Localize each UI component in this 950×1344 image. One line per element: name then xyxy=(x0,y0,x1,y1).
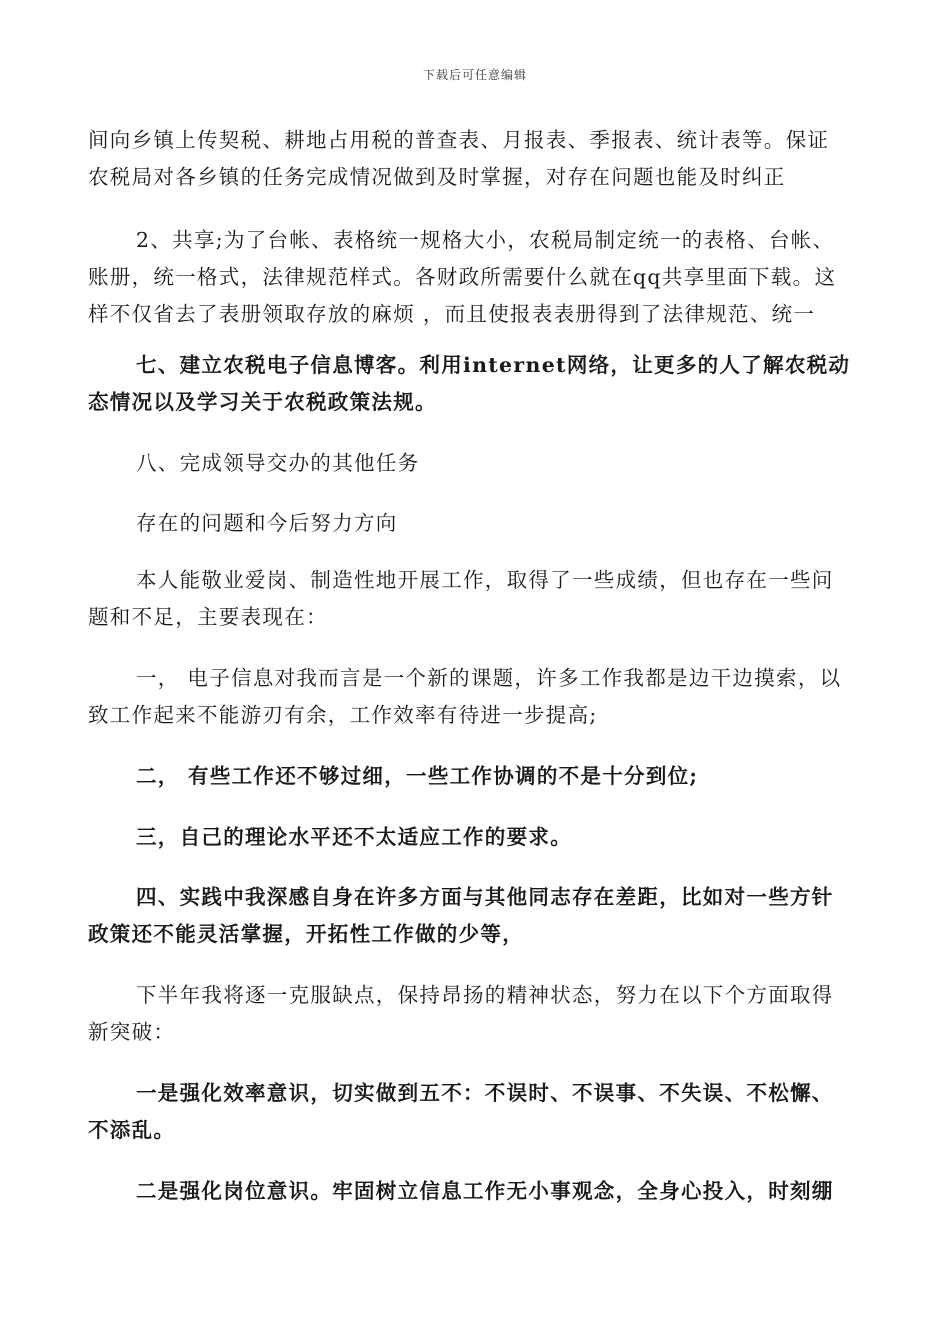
paragraph-line: 一， 电子信息对我而言是一个新的课题，许多工作我都是边干边摸索，以 xyxy=(136,666,842,690)
paragraph-line: 新突破： xyxy=(88,1020,176,1044)
paragraph-line: 致工作起来不能游刃有余，工作效率有待进一步提高; xyxy=(88,703,598,727)
paragraph-line: 二是强化岗位意识。牢固树立信息工作无小事观念，全身心投入，时刻绷 xyxy=(136,1179,834,1203)
paragraph-line: 存在的问题和今后努力方向 xyxy=(136,511,398,535)
paragraph-line: 态情况以及学习关于农税政策法规。 xyxy=(88,390,437,414)
paragraph xyxy=(88,122,863,196)
paragraph xyxy=(88,819,863,856)
paragraph-line: 本人能敬业爱岗、制造性地开展工作，取得了一些成绩，但也存在一些问 xyxy=(136,568,834,592)
paragraph-line: 间向乡镇上传契税、耕地占用税的普查表、月报表、季报表、统计表等。保证 xyxy=(88,128,830,152)
paragraph xyxy=(88,1173,863,1210)
paragraph-line: 题和不足，主要表现在： xyxy=(88,605,328,629)
paragraph xyxy=(88,505,863,542)
paragraph-line: 一是强化效率意识，切实做到五不：不误时、不误事、不失误、不松懈、 xyxy=(136,1081,834,1105)
paragraph xyxy=(88,222,863,333)
paragraph-line: 不添乱。 xyxy=(88,1118,176,1142)
paragraph-line: 下半年我将逐一克服缺点，保持昂扬的精神状态，努力在以下个方面取得 xyxy=(136,983,834,1007)
paragraph xyxy=(88,562,863,636)
paragraph-line: 三，自己的理论水平还不太适应工作的要求。 xyxy=(136,825,572,849)
page-header-note: 下载后可任意编辑 xyxy=(422,68,527,82)
paragraph xyxy=(88,1075,863,1149)
paragraph-line: 二， 有些工作还不够过细，一些工作协调的不是十分到位; xyxy=(136,764,699,788)
paragraph xyxy=(88,347,863,421)
paragraph-line: 政策还不能灵活掌握，开拓性工作做的少等， xyxy=(88,922,524,946)
paragraph xyxy=(88,445,863,482)
paragraph xyxy=(88,660,863,734)
paragraph xyxy=(88,977,863,1051)
paragraph-line: 四、实践中我深感自身在许多方面与其他同志存在差距，比如对一些方针 xyxy=(136,885,834,909)
paragraph-line: 八、完成领导交办的其他任务 xyxy=(136,451,420,475)
paragraph-line: 2、共享;为了台帐、表格统一规格大小，农税局制定统一的表格、台帐、 xyxy=(136,228,835,252)
paragraph-line: 七、建立农税电子信息博客。利用internet网络，让更多的人了解农税动 xyxy=(136,353,851,377)
paragraph-line: 农税局对各乡镇的任务完成情况做到及时掌握，对存在问题也能及时纠正 xyxy=(88,165,786,189)
paragraph xyxy=(88,879,863,953)
paragraph xyxy=(88,758,863,795)
paragraph-line: 账册，统一格式，法律规范样式。各财政所需要什么就在qq共享里面下载。这 xyxy=(88,265,837,289)
paragraph-line: 样不仅省去了表册领取存放的麻烦 ，而且使报表表册得到了法律规范、统一 xyxy=(88,302,816,326)
